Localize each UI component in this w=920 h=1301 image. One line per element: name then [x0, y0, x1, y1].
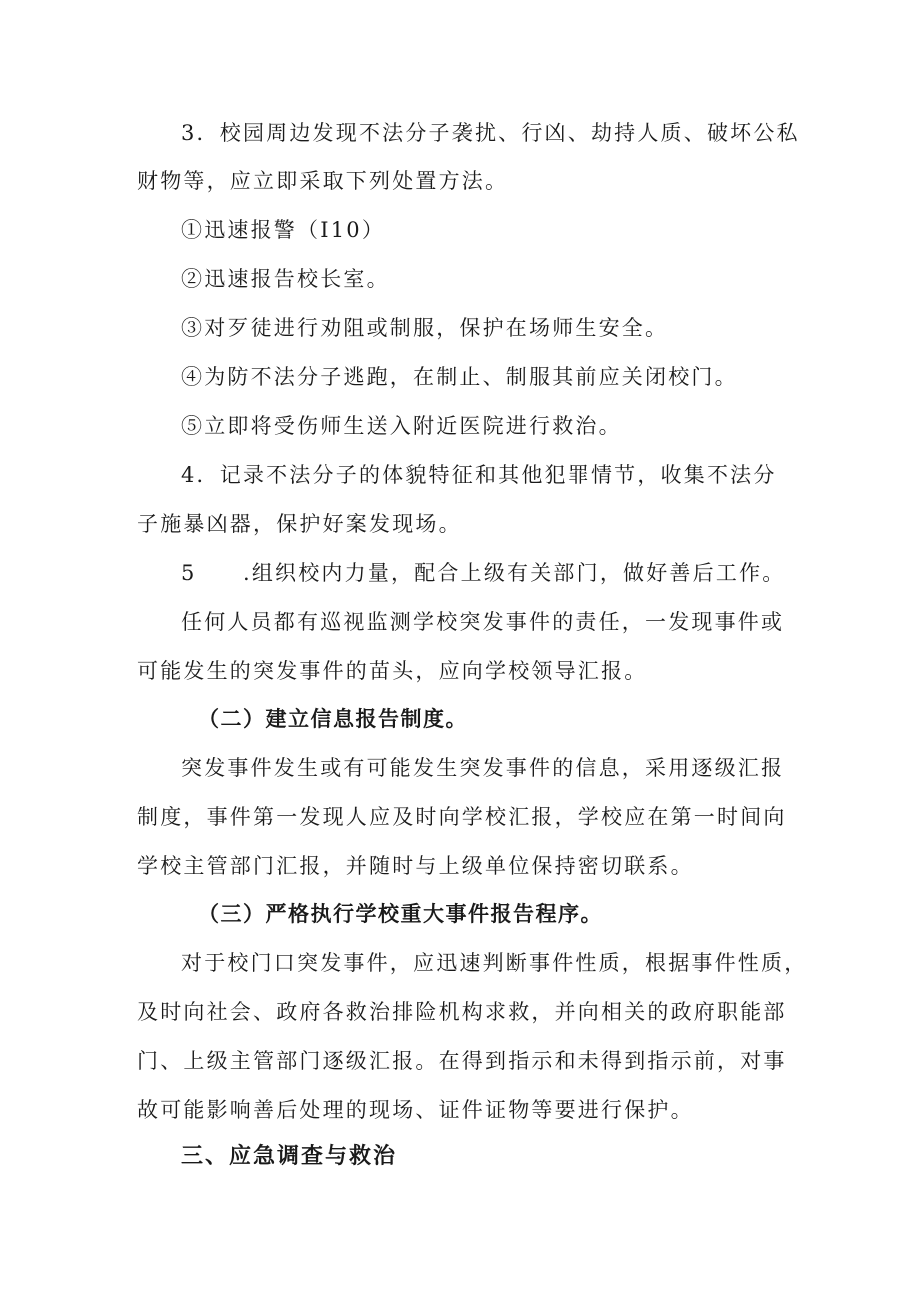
paragraph-3-line-2: 财物等，应立即采取下列处置方法。: [137, 169, 509, 193]
measure-item-2: ②迅速报告校长室。: [181, 267, 390, 291]
paragraph-gate-line-2: 及时向社会、政府各救治排险机构求救，并向相关的政府职能部: [137, 1000, 787, 1024]
measure-item-1: ①迅速报警（I10）: [181, 218, 386, 242]
chapter-heading-3: 三、应急调查与救治: [181, 1144, 398, 1169]
measure-item-3: ③对歹徒进行劝阻或制服，保护在场师生安全。: [181, 316, 669, 340]
paragraph-3-line-1: 3．校园周边发现不法分子袭扰、行凶、劫持人质、破坏公私: [181, 121, 800, 145]
paragraph-gate-line-1: 对于校门口突发事件，应迅速判断事件性质，根据事件性质，: [181, 951, 808, 975]
section-heading-3: （三）严格执行学校重大事件报告程序。: [198, 902, 603, 926]
paragraph-4-line-2: 子施暴凶器，保护好案发现场。: [137, 512, 462, 536]
section-heading-2: （二）建立信息报告制度。: [198, 707, 468, 731]
paragraph-info-line-3: 学校主管部门汇报，并随时与上级单位保持密切联系。: [137, 854, 694, 878]
paragraph-5: 5 .组织校内力量，配合上级有关部门，做好善后工作。: [181, 561, 786, 585]
paragraph-info-line-2: 制度，事件第一发现人应及时向学校汇报，学校应在第一时间向: [137, 805, 787, 829]
paragraph-info-line-1: 突发事件发生或有可能发生突发事件的信息，采用逐级汇报: [181, 756, 785, 780]
paragraph-responsibility-line-2: 可能发生的突发事件的苗头，应向学校领导汇报。: [137, 659, 648, 683]
measure-item-4: ④为防不法分子逃跑，在制止、制服其前应关闭校门。: [181, 365, 738, 389]
paragraph-responsibility-line-1: 任何人员都有巡视监测学校突发事件的责任，一发现事件或: [181, 610, 785, 634]
measure-item-5: ⑤立即将受伤师生送入附近医院进行救治。: [181, 414, 622, 438]
paragraph-4-line-1: 4．记录不法分子的体貌特征和其他犯罪情节，收集不法分: [181, 463, 777, 487]
paragraph-gate-line-3: 门、上级主管部门逐级汇报。在得到指示和未得到指示前，对事: [137, 1049, 787, 1073]
paragraph-gate-line-4: 故可能影响善后处理的现场、证件证物等要进行保护。: [137, 1098, 694, 1122]
